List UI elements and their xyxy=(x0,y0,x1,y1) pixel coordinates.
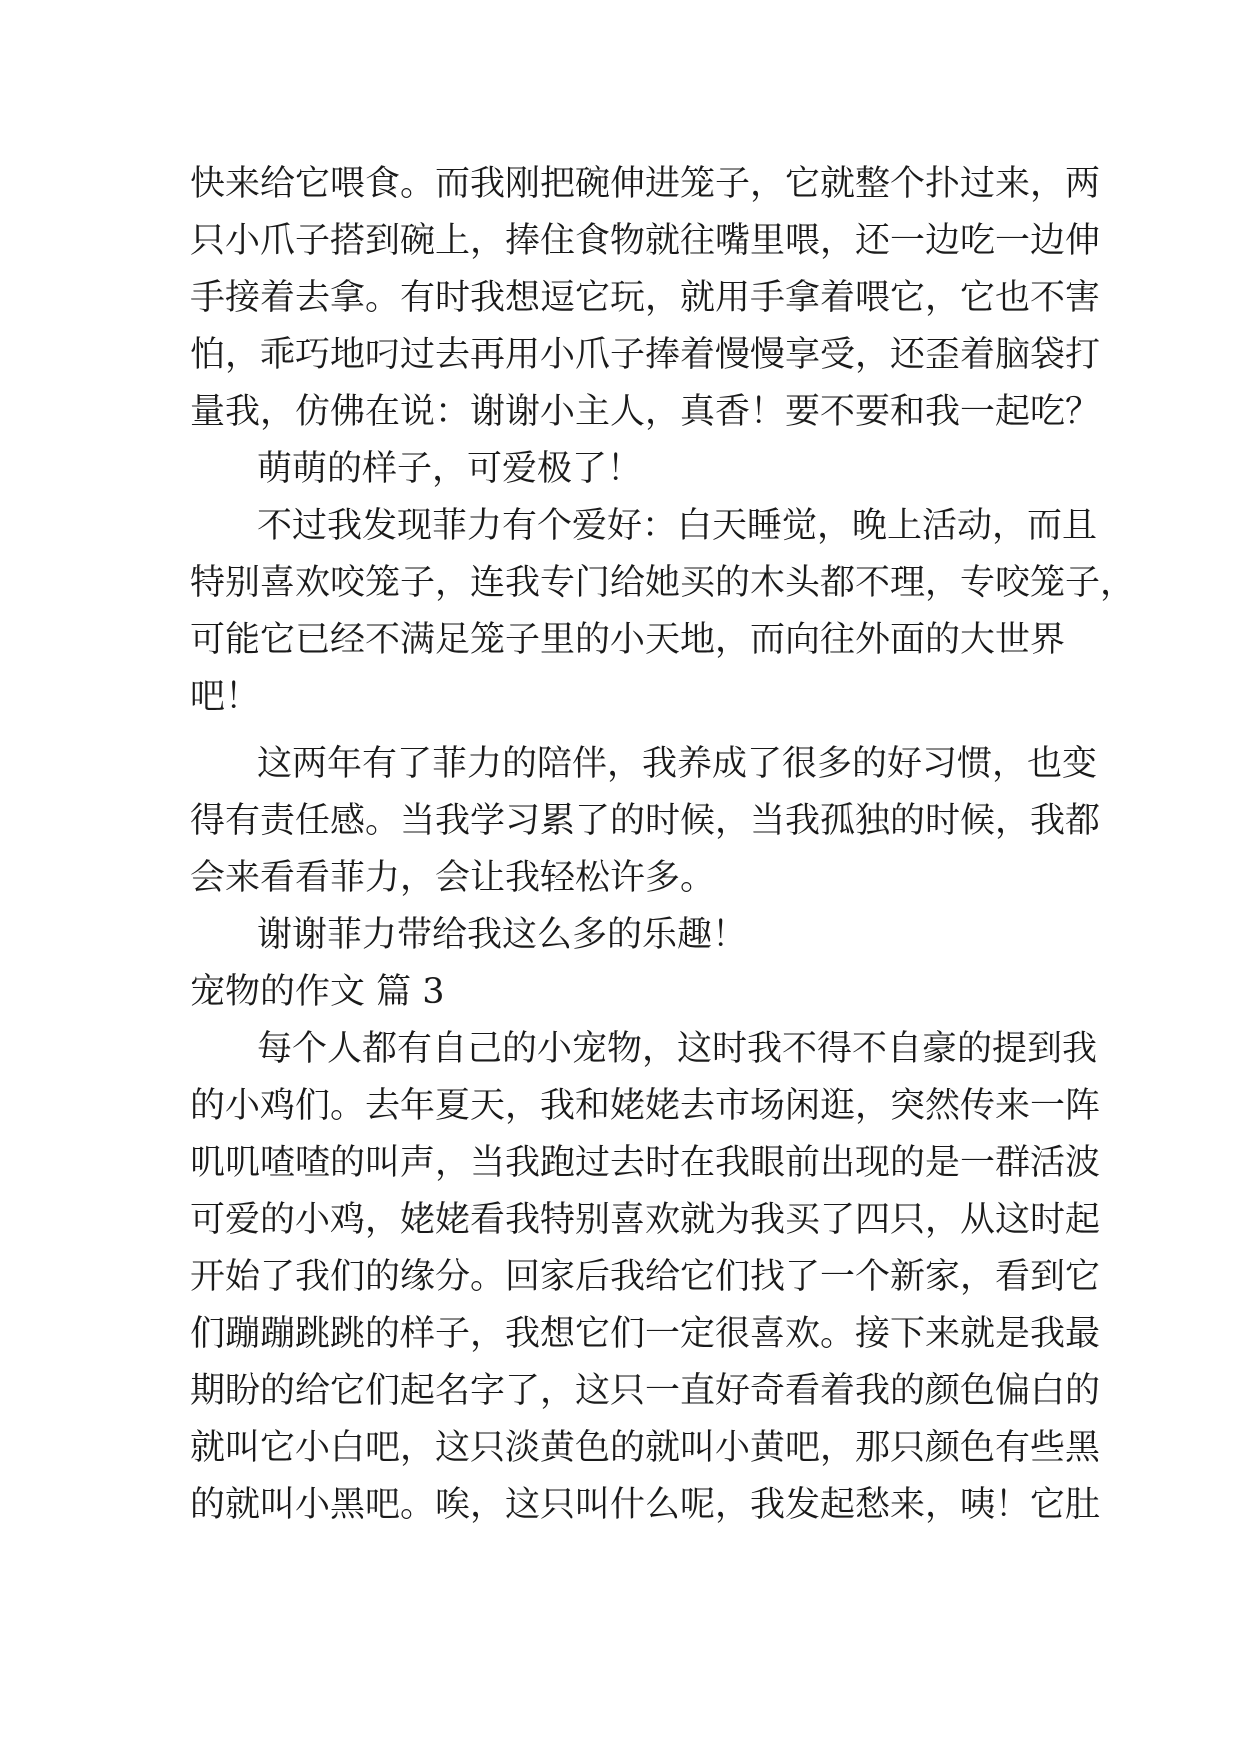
paragraph-line: 会来看看菲力，会让我轻松许多。 xyxy=(190,858,716,898)
paragraph-line: 怕，乖巧地叼过去再用小爪子捧着慢慢享受，还歪着脑袋打 xyxy=(190,335,1101,375)
paragraph-line: 得有责任感。当我学习累了的时候，当我孤独的时候，我都 xyxy=(190,801,1101,841)
paragraph-line: 的就叫小黑吧。唉，这只叫什么呢，我发起愁来，咦！它肚 xyxy=(190,1485,1101,1525)
paragraph-line: 吧！ xyxy=(190,677,261,717)
paragraph-line: 量我，仿佛在说：谢谢小主人，真香！要不要和我一起吃？ xyxy=(190,392,1101,432)
paragraph-line: 每个人都有自己的小宠物，这时我不得不自豪的提到我 xyxy=(257,1029,1098,1069)
paragraph-line: 这两年有了菲力的陪伴，我养成了很多的好习惯，也变 xyxy=(257,744,1098,784)
paragraph-line: 手接着去拿。有时我想逗它玩，就用手拿着喂它，它也不害 xyxy=(190,278,1101,318)
paragraph-line: 就叫它小白吧，这只淡黄色的就叫小黄吧，那只颜色有些黑 xyxy=(190,1428,1101,1468)
paragraph-line: 们蹦蹦跳跳的样子，我想它们一定很喜欢。接下来就是我最 xyxy=(190,1314,1101,1354)
paragraph-line: 可能它已经不满足笼子里的小天地，而向往外面的大世界 xyxy=(190,620,1066,660)
paragraph-line: 特别喜欢咬笼子，连我专门给她买的木头都不理，专咬笼子， xyxy=(190,563,1136,603)
paragraph-line: 只小爪子搭到碗上，捧住食物就往嘴里喂，还一边吃一边伸 xyxy=(190,221,1101,261)
paragraph-line: 期盼的给它们起名字了，这只一直好奇看着我的颜色偏白的 xyxy=(190,1371,1101,1411)
paragraph-line: 萌萌的样子，可爱极了！ xyxy=(257,449,643,489)
paragraph-line: 可爱的小鸡，姥姥看我特别喜欢就为我买了四只，从这时起 xyxy=(190,1200,1101,1240)
paragraph-line: 叽叽喳喳的叫声，当我跑过去时在我眼前出现的是一群活波 xyxy=(190,1143,1101,1183)
paragraph-line: 谢谢菲力带给我这么多的乐趣！ xyxy=(257,915,748,955)
paragraph-line: 不过我发现菲力有个爱好：白天睡觉，晚上活动，而且 xyxy=(257,506,1098,546)
section-heading: 宠物的作文 篇 3 xyxy=(190,972,445,1012)
paragraph-line: 快来给它喂食。而我刚把碗伸进笼子，它就整个扑过来，两 xyxy=(190,164,1101,204)
paragraph-line: 的小鸡们。去年夏天，我和姥姥去市场闲逛，突然传来一阵 xyxy=(190,1086,1101,1126)
paragraph-line: 开始了我们的缘分。回家后我给它们找了一个新家，看到它 xyxy=(190,1257,1101,1297)
